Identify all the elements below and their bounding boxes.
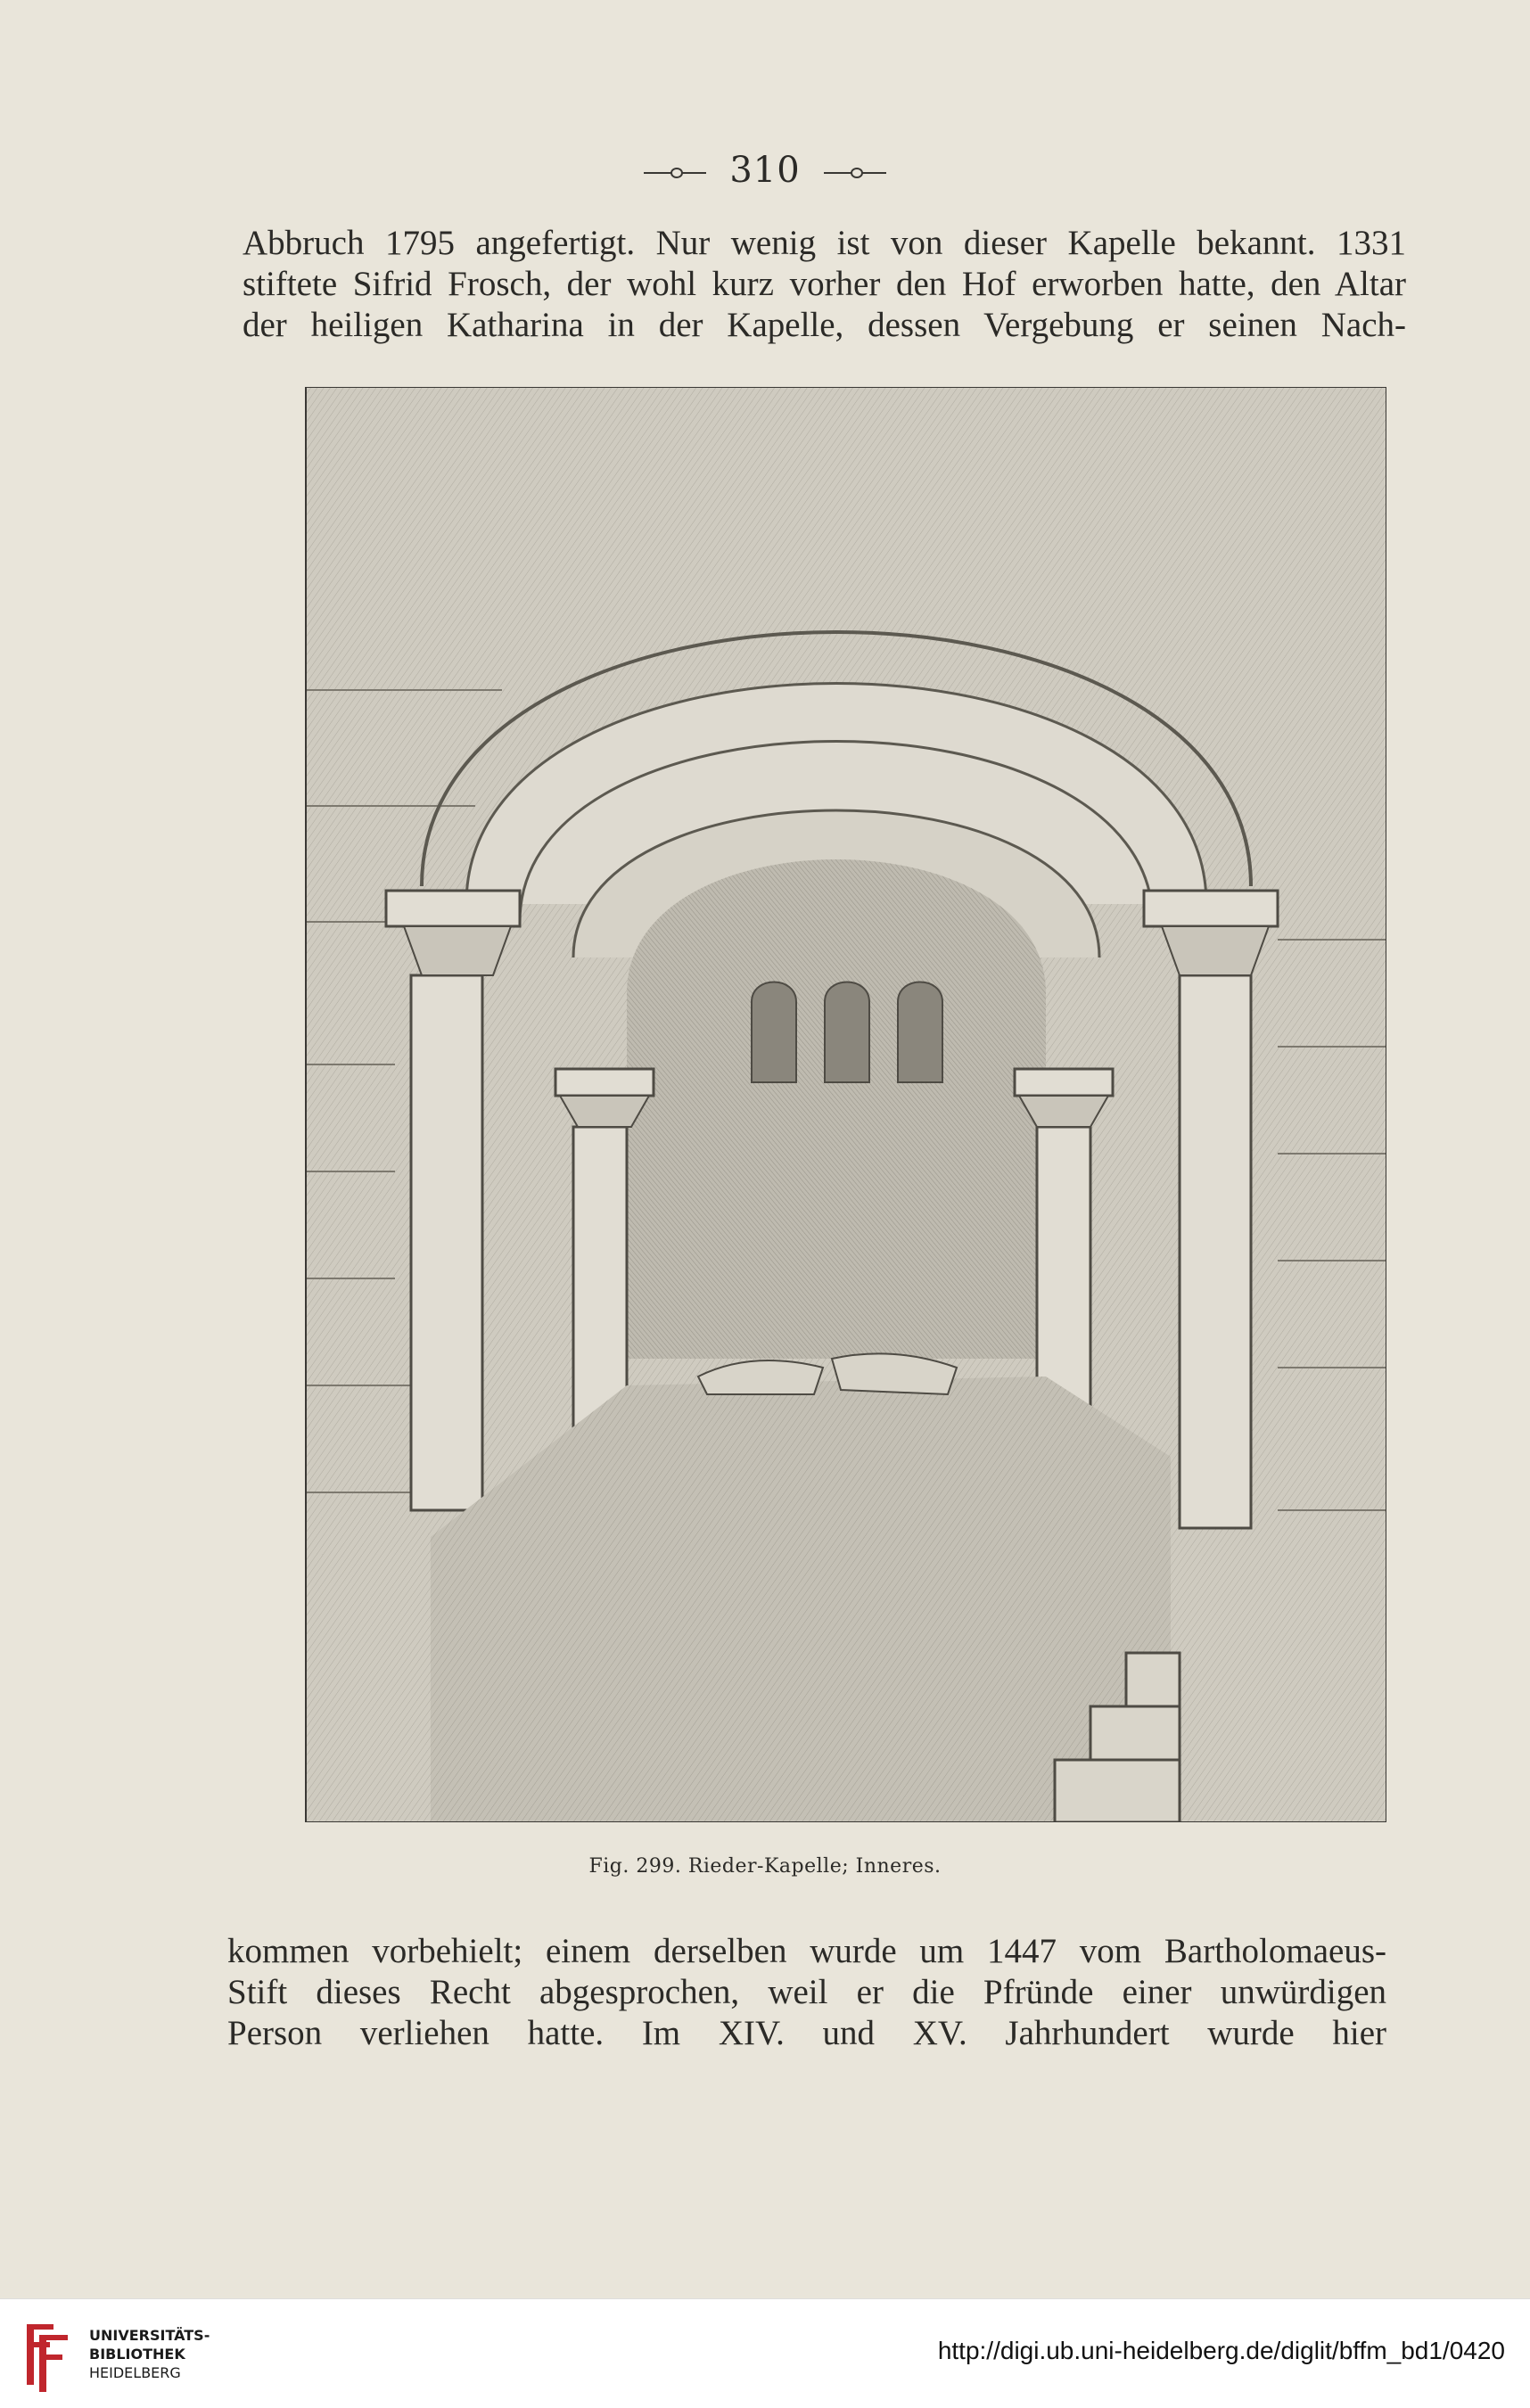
text-line: Person verliehen hatte. Im XIV. und XV. Jahrhundert wurde hier — [227, 2014, 1386, 2052]
text-line: Abbruch 1795 angefertigt. Nur wenig ist von dieser Kapelle bekannt. 1331 — [243, 224, 1406, 262]
ornament-right — [824, 171, 886, 175]
university-library-logo-icon — [18, 2315, 80, 2394]
text-line: Stift dieses Recht abgesprochen, weil er die Pfründe einer unwürdigen — [227, 1973, 1386, 2011]
text-line: kommen vorbehielt; einem derselben wurde um 1447 vom Bartholomaeus- — [227, 1932, 1386, 1970]
figure-caption: Fig. 299. Rieder-Kapelle; Inneres. — [588, 1855, 942, 1878]
institution-line: BIBLIOTHEK — [89, 2346, 185, 2363]
chapel-interior-illustration — [252, 387, 1386, 1822]
paragraph-bottom — [227, 1931, 1386, 2054]
text-line: stiftete Sifrid Frosch, der wohl kurz vorher den Hof erworben hatte, den Altar — [243, 265, 1406, 303]
institution-line: UNIVERSITÄTS- — [89, 2327, 210, 2344]
footer-bar — [0, 2298, 1530, 2408]
paragraph-top — [243, 223, 1406, 346]
source-url-link[interactable]: http://digi.ub.uni-heidelberg.de/diglit/bffm_bd1/0420 — [937, 2337, 1505, 2364]
institution-name — [89, 2326, 210, 2382]
page-number: 310 — [729, 150, 801, 191]
institution-line: HEIDELBERG — [89, 2364, 181, 2381]
page-number-header — [0, 150, 1530, 191]
text-line: der heiligen Katharina in der Kapelle, dessen Vergebung er seinen Nach- — [243, 306, 1406, 344]
ornament-left — [644, 171, 706, 175]
